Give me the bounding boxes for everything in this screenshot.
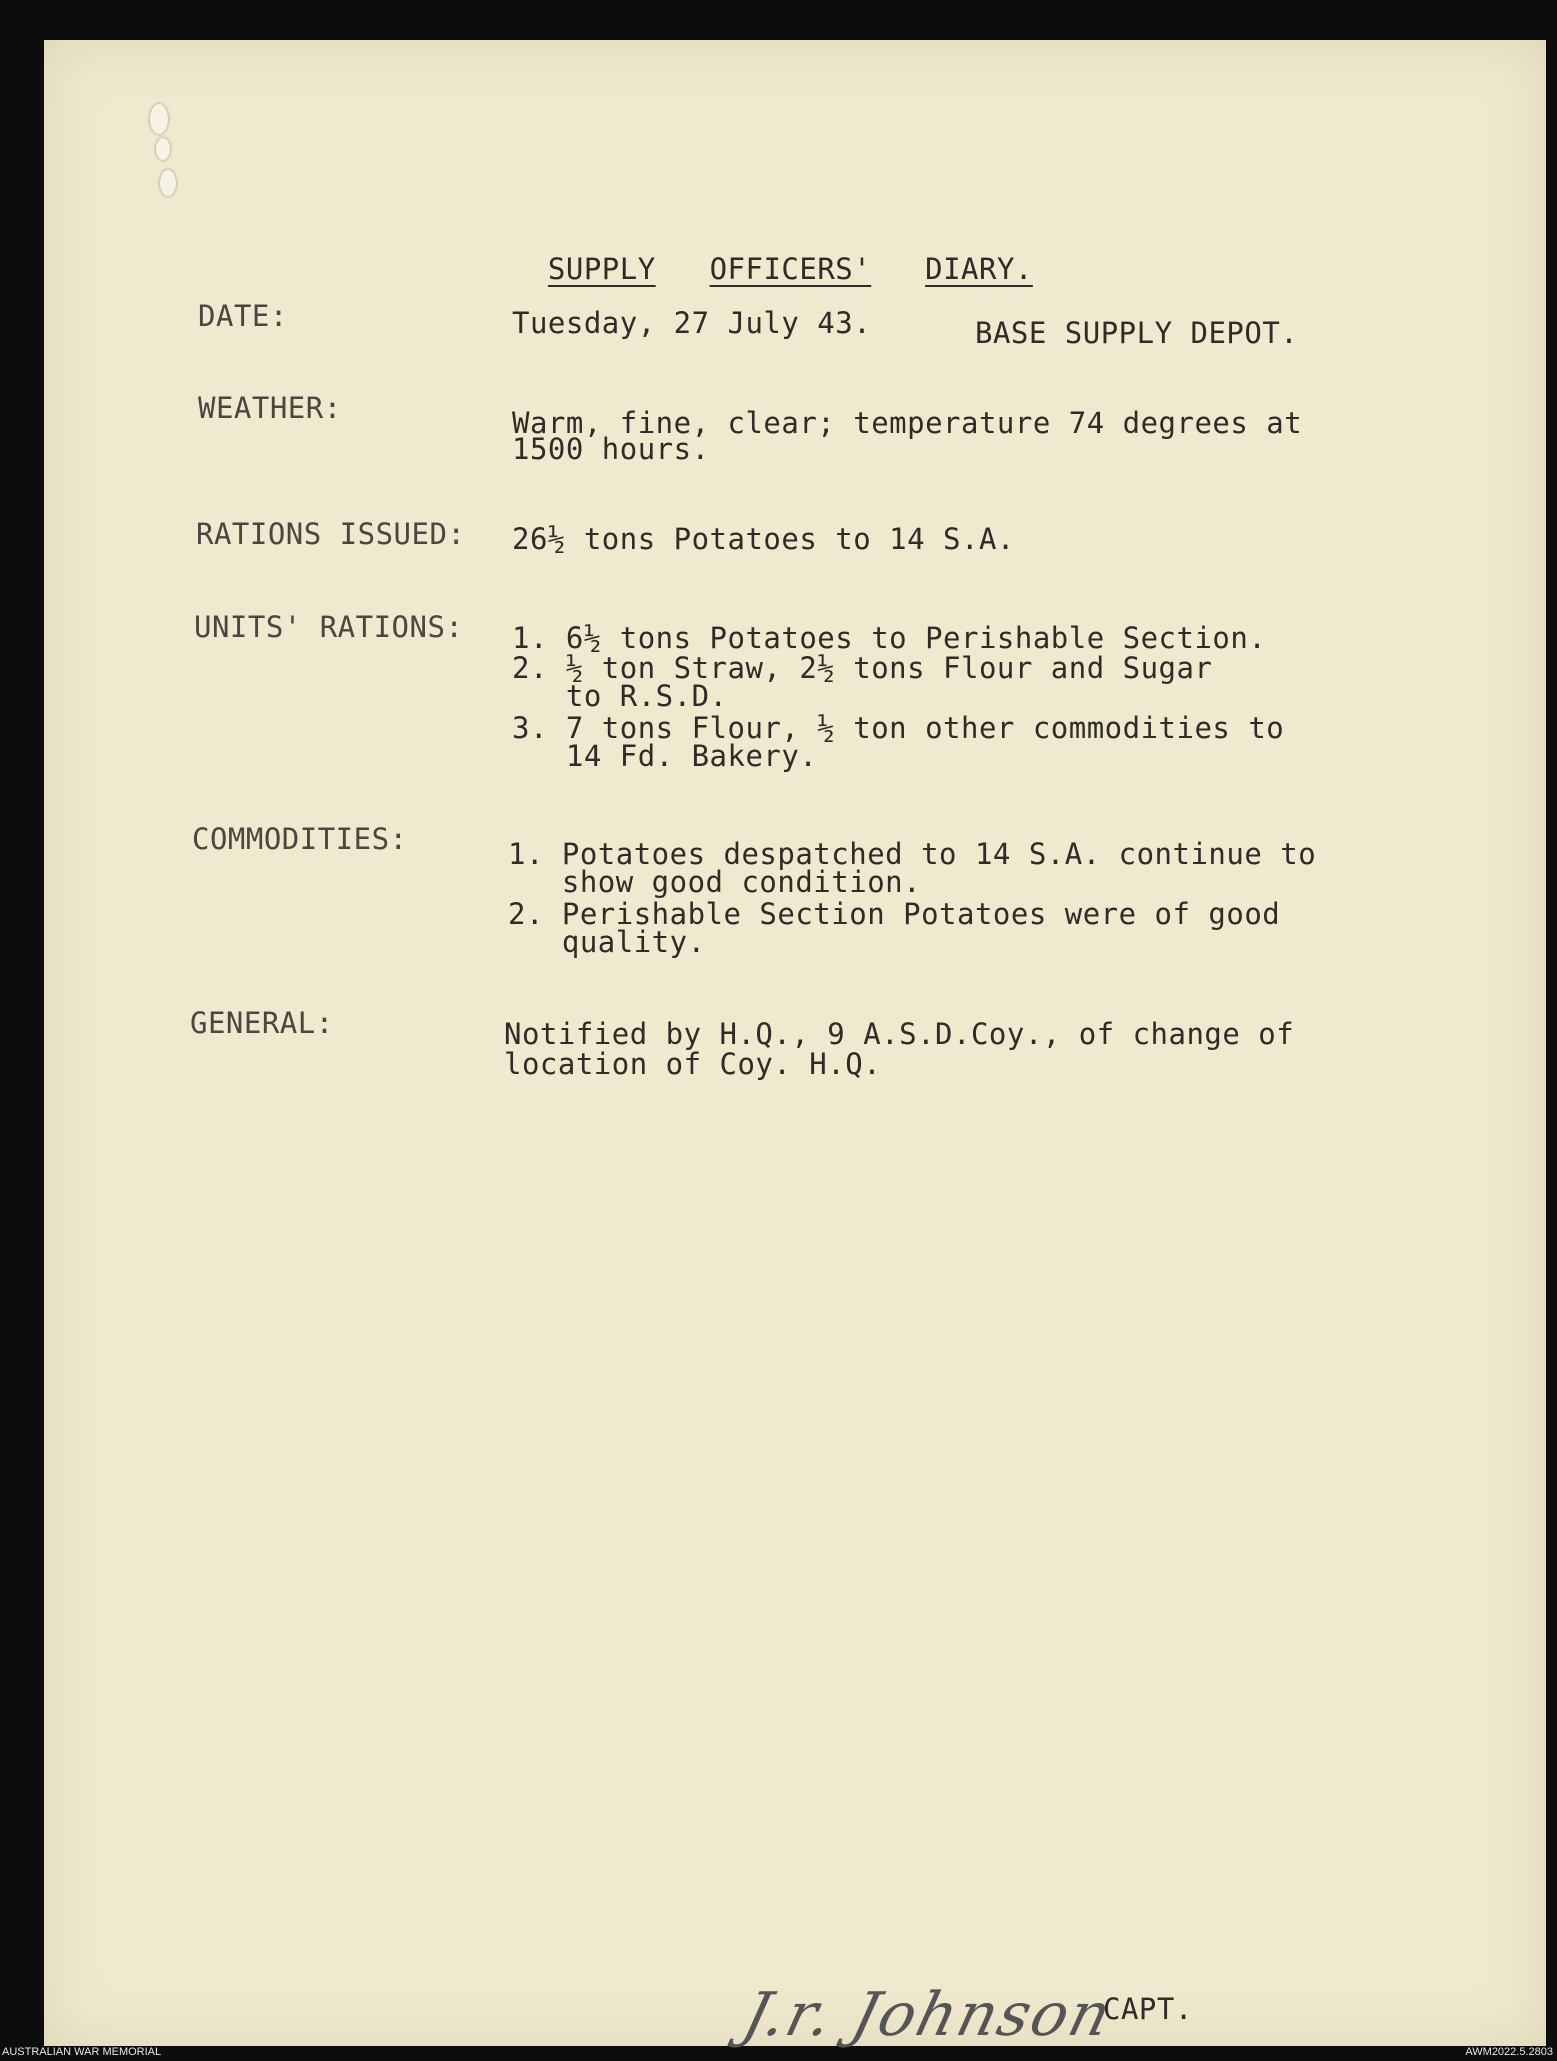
title-word: SUPPLY <box>547 252 656 286</box>
general-line: Notified by H.Q., 9 A.S.D.Coy., of change of <box>504 1017 1295 1051</box>
date-label: DATE: <box>198 299 288 333</box>
commodities-line: 2. Perishable Section Potatoes were of good <box>508 897 1281 931</box>
title-word: DIARY. <box>925 252 1033 286</box>
units-rations-line: 2. ½ ton Straw, 2½ tons Flour and Sugar <box>512 651 1213 685</box>
footer-reference: AWM2022.5.2803 <box>1465 2046 1553 2058</box>
punch-hole <box>150 104 168 134</box>
title-word: OFFICERS' <box>709 252 872 286</box>
page-title <box>512 218 1033 286</box>
rations-issued-label: RATIONS ISSUED: <box>196 517 466 551</box>
commodities-label: COMMODITIES: <box>192 822 408 856</box>
punch-hole <box>160 170 176 196</box>
commodities-line: show good condition. <box>508 865 922 899</box>
weather-line: 1500 hours. <box>512 432 710 466</box>
location-value: BASE SUPPLY DEPOT. <box>975 316 1299 350</box>
units-rations-line: to R.S.D. <box>512 679 728 713</box>
punch-hole <box>156 138 170 160</box>
units-rations-line: 14 Fd. Bakery. <box>512 739 818 773</box>
handwritten-signature: J.r. Johnson <box>736 1980 1120 2050</box>
general-label: GENERAL: <box>190 1006 334 1040</box>
commodities-line: 1. Potatoes despatched to 14 S.A. continue to <box>508 837 1317 871</box>
rank-label: CAPT. <box>1103 1992 1193 2026</box>
units-rations-line: 1. 6½ tons Potatoes to Perishable Section. <box>512 621 1267 655</box>
weather-label: WEATHER: <box>198 391 342 425</box>
general-line: location of Coy. H.Q. <box>504 1047 882 1081</box>
footer-credit: AUSTRALIAN WAR MEMORIAL <box>2 2046 162 2058</box>
weather-line: Warm, fine, clear; temperature 74 degrees at <box>512 406 1303 440</box>
units-rations-line: 3. 7 tons Flour, ½ ton other commodities to <box>512 711 1285 745</box>
date-value: Tuesday, 27 July 43. <box>512 306 872 340</box>
rations-issued-value: 26½ tons Potatoes to 14 S.A. <box>512 522 1015 556</box>
units-rations-label: UNITS' RATIONS: <box>194 610 464 644</box>
commodities-line: quality. <box>508 925 706 959</box>
